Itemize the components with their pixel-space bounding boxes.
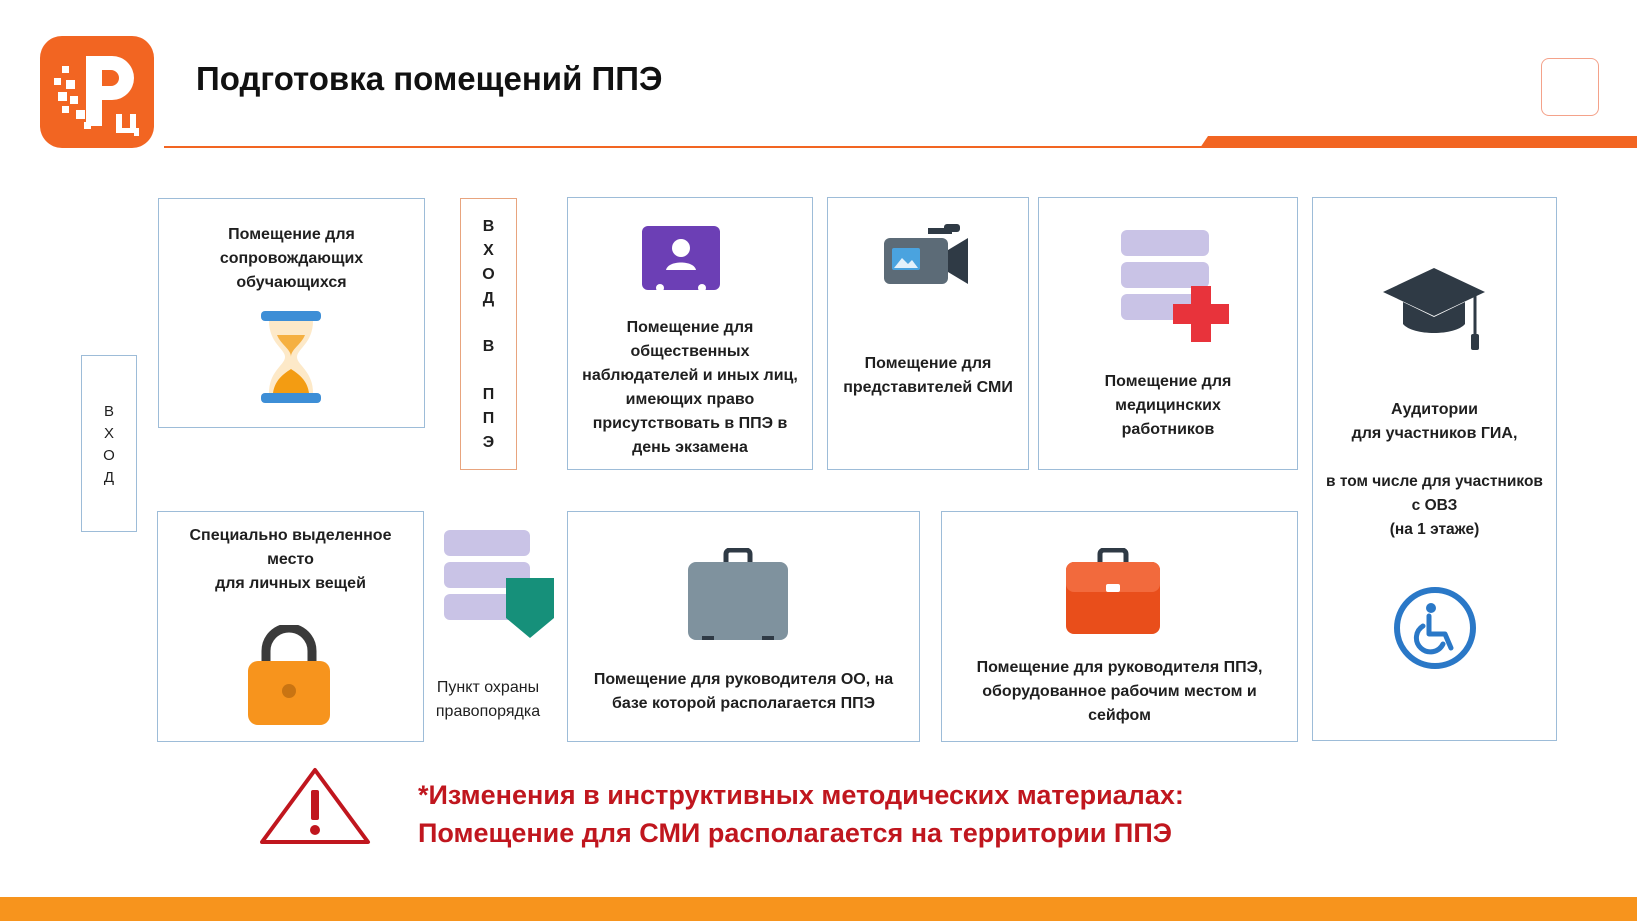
media-room-card: [827, 197, 1029, 470]
escort-room-card: [158, 198, 425, 428]
observers-room-card: [567, 197, 813, 470]
ppe-head-room-card: [941, 511, 1298, 742]
ppe-entrance-box: [460, 198, 517, 470]
security-shield-icon: [444, 530, 556, 638]
bottom-bar: [0, 897, 1637, 921]
oo-head-room-label: Помещение для руководителя ОО, на базе которой располагается ППЭ: [593, 671, 894, 712]
media-room-label: Помещение для представителей СМИ: [843, 355, 1013, 396]
medical-cross-icon: [1121, 230, 1231, 342]
notice-text: *Изменения в инструктивных методических материалах: Помещение для СМИ располагается на территории ППЭ: [418, 780, 1184, 848]
belongings-label: Специально выделенное место для личных вещей: [189, 527, 392, 592]
ppe-head-room-label: Помещение для руководителя ППЭ, оборудованное рабочим местом и сейфом: [976, 659, 1263, 724]
graduation-cap-icon: [1383, 268, 1485, 354]
corner-frame: [1541, 58, 1599, 116]
briefcase-orange-icon: [1066, 548, 1160, 634]
header-underline: [164, 134, 1637, 150]
auditoriums-label: Аудитории для участников ГИА,: [1351, 401, 1518, 442]
ppe-entrance-label: В Х О Д В П П Э: [482, 218, 495, 451]
padlock-icon: [248, 625, 330, 725]
hourglass-icon: [259, 311, 323, 403]
auditoriums-label-extra: в том числе для участников с ОВЗ (на 1 этаже): [1326, 473, 1543, 538]
observers-room-label: Помещение для общественных наблюдателей и иных лиц, имеющих право присутствовать в ППЭ в день экзамена: [582, 319, 798, 456]
briefcase-gray-icon: [688, 548, 788, 640]
belongings-card: [157, 511, 424, 742]
auditoriums-card: [1312, 197, 1557, 741]
medical-room-card: [1038, 197, 1298, 470]
security-label: Пункт охраны правопорядка: [435, 679, 541, 720]
rcoi-logo-icon: [40, 36, 154, 148]
video-camera-icon: [884, 224, 968, 286]
person-id-icon: [642, 226, 720, 294]
escort-room-label: Помещение для сопровождающих обучающихся: [219, 226, 364, 291]
main-entrance-box: [81, 355, 137, 532]
warning-triangle-icon: [258, 766, 372, 846]
oo-head-room-card: [567, 511, 920, 742]
main-entrance-label: В Х О Д: [103, 403, 115, 486]
page-title: Подготовка помещений ППЭ: [196, 60, 663, 97]
wheelchair-icon: [1393, 586, 1477, 670]
medical-room-label: Помещение для медицинских работников: [1104, 373, 1232, 438]
